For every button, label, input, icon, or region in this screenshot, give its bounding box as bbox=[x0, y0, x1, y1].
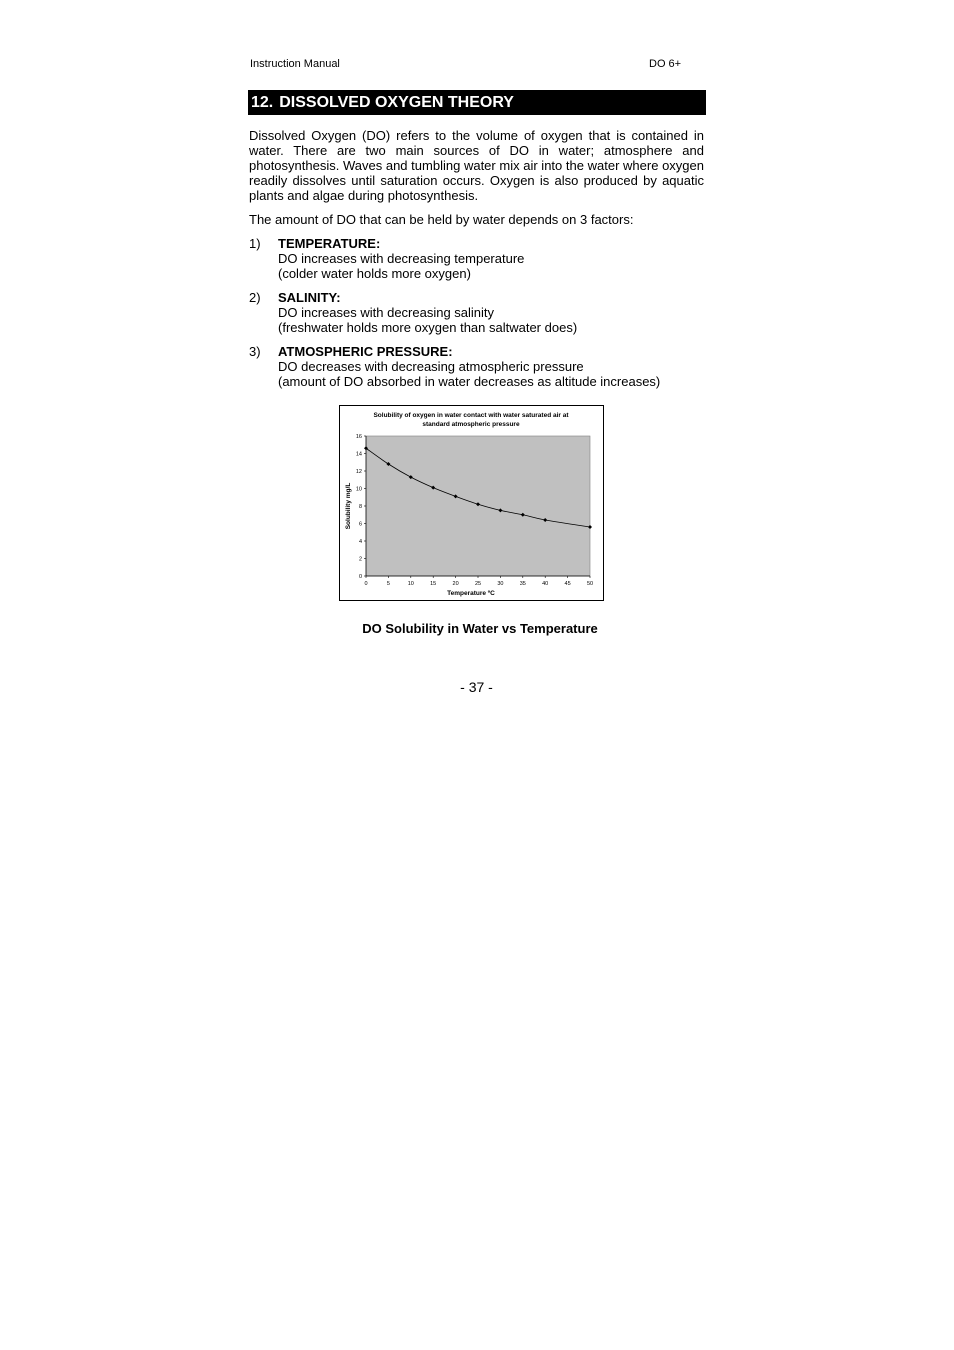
x-tick-label: 15 bbox=[430, 581, 437, 587]
factor-number: 1) bbox=[249, 236, 261, 251]
x-tick-label: 25 bbox=[474, 581, 482, 587]
figure-caption: DO Solubility in Water vs Temperature bbox=[362, 621, 598, 636]
factor-line: (freshwater holds more oxygen than saltwater does) bbox=[278, 320, 578, 335]
y-tick-label: 0 bbox=[358, 574, 362, 580]
y-tick-label: 8 bbox=[358, 504, 362, 510]
y-tick-label: 2 bbox=[358, 556, 362, 563]
factor-title: ATMOSPHERIC PRESSURE: bbox=[278, 344, 453, 359]
y-tick-label: 16 bbox=[355, 434, 362, 440]
x-axis-label: Temperature ºC bbox=[447, 590, 495, 597]
x-tick-label: 35 bbox=[519, 581, 526, 587]
y-tick-label: 10 bbox=[355, 486, 362, 493]
intro-paragraph: Dissolved Oxygen (DO) refers to the volume of oxygen that is contained in water. There are two main sources of DO in water; atmosphere and photosynthesis. Waves and tumbling water mix air into the water where oxygen readily dissolves until saturation occurs. Oxygen is also produced by aquatic plants and algae during photosynthesis. bbox=[249, 128, 704, 203]
factor-line: DO increases with decreasing temperature bbox=[278, 251, 525, 266]
chart-title-line2: standard atmospheric pressure bbox=[422, 421, 520, 428]
factors-intro: The amount of DO that can be held by water depends on 3 factors: bbox=[249, 212, 634, 227]
y-tick-label: 12 bbox=[355, 469, 362, 475]
y-axis-label: Solubility mg/L bbox=[345, 482, 352, 530]
section-title: DISSOLVED OXYGEN THEORY bbox=[279, 94, 514, 111]
x-tick-label: 50 bbox=[586, 581, 594, 587]
header-left: Instruction Manual bbox=[250, 58, 340, 70]
y-tick-label: 6 bbox=[358, 521, 362, 528]
factor-line: DO increases with decreasing salinity bbox=[278, 305, 495, 320]
factor-title: SALINITY: bbox=[278, 290, 341, 305]
factor-title: TEMPERATURE: bbox=[278, 236, 381, 251]
solubility-chart bbox=[339, 405, 604, 601]
x-tick-label: 30 bbox=[497, 581, 504, 587]
section-heading bbox=[248, 90, 706, 115]
x-tick-label: 20 bbox=[452, 581, 459, 587]
factor-number: 3) bbox=[249, 344, 261, 359]
factor-line: (amount of DO absorbed in water decreases as altitude increases) bbox=[278, 374, 661, 389]
y-tick-label: 4 bbox=[358, 539, 362, 545]
chart-svg bbox=[340, 406, 605, 602]
x-tick-label: 10 bbox=[407, 581, 414, 587]
x-tick-label: 40 bbox=[542, 581, 549, 587]
factor-line: (colder water holds more oxygen) bbox=[278, 266, 471, 281]
header-right: DO 6+ bbox=[649, 58, 682, 70]
factor-number: 2) bbox=[249, 290, 261, 305]
x-tick-label: 0 bbox=[364, 581, 368, 587]
x-tick-label: 45 bbox=[564, 581, 571, 587]
factor-line: DO decreases with decreasing atmospheric pressure bbox=[278, 359, 584, 374]
page-number: - 37 - bbox=[460, 679, 493, 695]
section-number: 12. bbox=[251, 94, 274, 111]
x-tick-label: 5 bbox=[386, 581, 390, 587]
y-tick-label: 14 bbox=[355, 451, 362, 458]
chart-title-line1: Solubility of oxygen in water contact with water saturated air at bbox=[373, 412, 569, 419]
